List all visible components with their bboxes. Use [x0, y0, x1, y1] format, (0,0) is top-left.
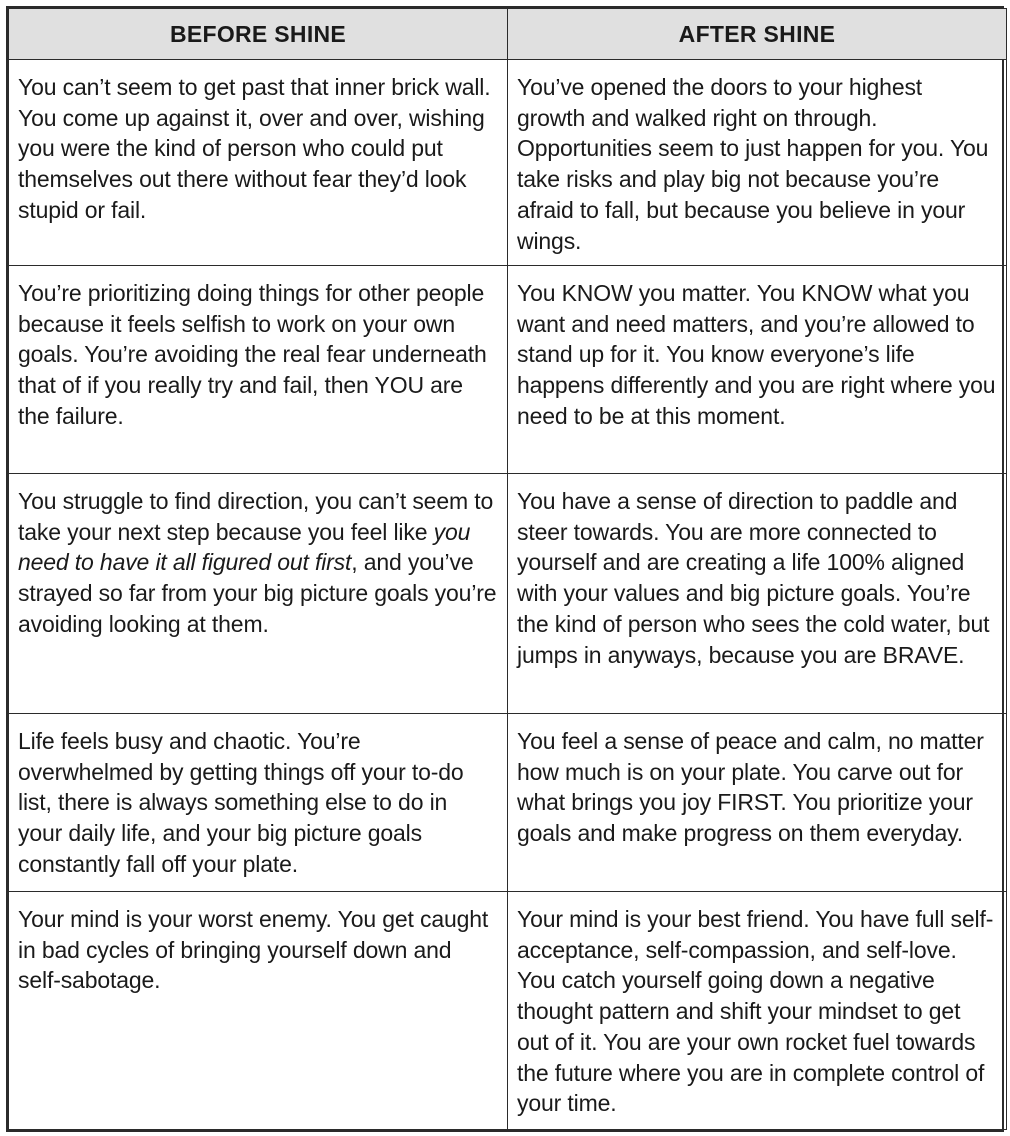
header-after-shine: AFTER SHINE	[508, 9, 1007, 60]
before-text-emphasis: you need to have it all figured out first	[18, 518, 471, 576]
before-cell: You’re prioritizing doing things for other people because it feels selfish to work on your own goals. You’re avoiding the real fear underneath that of if you really try and fail, then YOU are the failure.	[9, 266, 508, 474]
before-cell: You can’t seem to get past that inner brick wall. You come up against it, over and over, wishing you were the kind of person who could put themselves out there without fear they’d look stupid or fail.	[9, 60, 508, 266]
table-row	[9, 714, 1007, 892]
after-cell: You feel a sense of peace and calm, no matter how much is on your plate. You carve out for what brings you joy FIRST. You prioritize your goals and make progress on them everyday.	[508, 714, 1007, 892]
table-row	[9, 892, 1007, 1130]
before-cell: Your mind is your worst enemy. You get caught in bad cycles of bringing yourself down and self-sabotage.	[9, 892, 508, 1130]
before-after-table	[8, 8, 1007, 1130]
after-cell: You KNOW you matter. You KNOW what you want and need matters, and you’re allowed to stand up for it. You know everyone’s life happens differently and you are right where you need to be at this moment.	[508, 266, 1007, 474]
after-cell: You’ve opened the doors to your highest growth and walked right on through. Opportunities seem to just happen for you. You take risks and play big not because you’re afraid to fall, but because you believe in your wings.	[508, 60, 1007, 266]
comparison-table-container	[6, 6, 1004, 1132]
before-text-start: You struggle to find direction, you can’t seem to take your next step because you feel like	[18, 488, 494, 545]
header-row	[9, 9, 1007, 60]
header-before-shine: BEFORE SHINE	[9, 9, 508, 60]
before-text-end: , and you’ve strayed so far from your big picture goals you’re avoiding looking at them.	[18, 549, 497, 637]
before-cell: Life feels busy and chaotic. You’re overwhelmed by getting things off your to-do list, there is always something else to do in your daily life, and your big picture goals constantly fall off your plate.	[9, 714, 508, 892]
after-cell: You have a sense of direction to paddle and steer towards. You are more connected to yourself and are creating a life 100% aligned with your values and big picture goals. You’re the kind of person who sees the cold water, but jumps in anyways, because you are BRAVE.	[508, 474, 1007, 714]
table-row	[9, 266, 1007, 474]
table-row	[9, 60, 1007, 266]
table-row	[9, 474, 1007, 714]
before-cell	[9, 474, 508, 714]
after-cell: Your mind is your best friend. You have full self-acceptance, self-compassion, and self-love. You catch yourself going down a negative thought pattern and shift your mindset to get out of it. You are your own rocket fuel towards the future where you are in complete control of your time.	[508, 892, 1007, 1130]
